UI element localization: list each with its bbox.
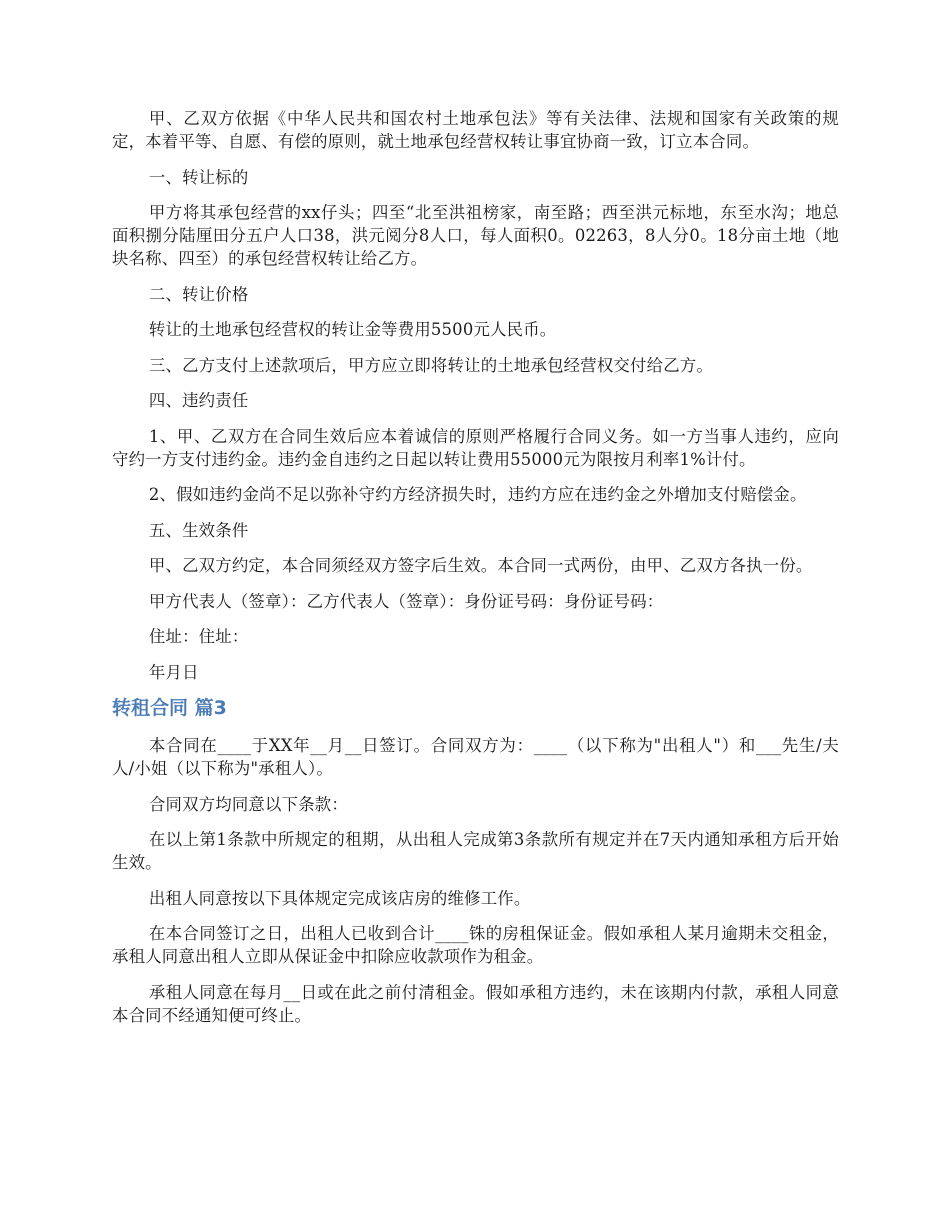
paragraph-terms-agree: 合同双方均同意以下条款：: [148, 794, 348, 814]
date-line: 年月日: [148, 662, 199, 682]
paragraph-rent-payment: 承租人同意在每月__日或在此之前付清租金。假如承租方违约，未在该期内付款，承租人同意本合同不经通知便可终止。: [112, 982, 839, 1025]
paragraph-deposit: 在本合同签订之日，出租人已收到合计____铢的房租保证金。假如承租人某月逾期未交租金，承租人同意出租人立即从保证金中扣除应收款项作为租金。: [112, 924, 839, 966]
paragraph-effect: 甲、乙双方约定，本合同须经双方签字后生效。本合同一式两份，由甲、乙双方各执一份。: [148, 556, 813, 575]
clause-heading-subject: 一、转让标的: [148, 167, 249, 187]
paragraph-sublease-intro: 本合同在____于XX年__月__日签订。合同双方为：____（以下称为"出租人"）和___先生/夫人/小姐（以下称为"承租人）。: [112, 736, 839, 778]
paragraph-subject: 甲方将其承包经营的xx仔头；四至“北至洪祖榜家，南至路；西至洪元标地，东至水沟；地总面积捌分陆厘田分五户人口38，洪元阅分8人口，每人面积0。02263，8人分0。18分亩土地（地块名称、四至）的承包经营权转让给乙方。: [112, 203, 839, 268]
paragraph-repairs: 出租人同意按以下具体规定完成该店房的维修工作。: [148, 888, 531, 908]
signature-line: 甲方代表人（签章）：乙方代表人（签章）：身份证号码：身份证号码：: [148, 591, 664, 611]
section-heading: 转租合同 篇3: [112, 697, 227, 719]
paragraph-liability-2: 2、假如违约金尚不足以弥补守约方经济损失时，违约方应在违约金之外增加支付赔偿金。: [148, 485, 807, 504]
paragraph-price: 转让的土地承包经营权的转让金等费用5500元人民币。: [148, 320, 557, 339]
paragraph-intro: 甲、乙双方依据《中华人民共和国农村土地承包法》等有关法律、法规和国家有关政策的规定，本着平等、自愿、有偿的原则，就土地承包经营权转让事宜协商一致，订立本合同。: [112, 109, 839, 151]
document-body: [112, 107, 839, 1039]
clause-heading-price: 二、转让价格: [148, 284, 249, 304]
clause-payment: 三、乙方支付上述款项后，甲方应立即将转让的土地承包经营权交付给乙方。: [148, 355, 713, 375]
address-line: 住址：住址：: [148, 627, 249, 646]
paragraph-liability-1: 1、甲、乙双方在合同生效后应本着诚信的原则严格履行合同义务。如一方当事人违约，应向守约一方支付违约金。违约金自违约之日起以转让费用55000元为限按月利率1%计付。: [112, 426, 839, 469]
clause-heading-liability: 四、违约责任: [148, 391, 249, 410]
clause-heading-effect: 五、生效条件: [148, 520, 249, 540]
paragraph-term-start: 在以上第1条款中所规定的租期，从出租人完成第3条款所有规定并在7天内通知承租方后开始生效。: [112, 830, 839, 872]
